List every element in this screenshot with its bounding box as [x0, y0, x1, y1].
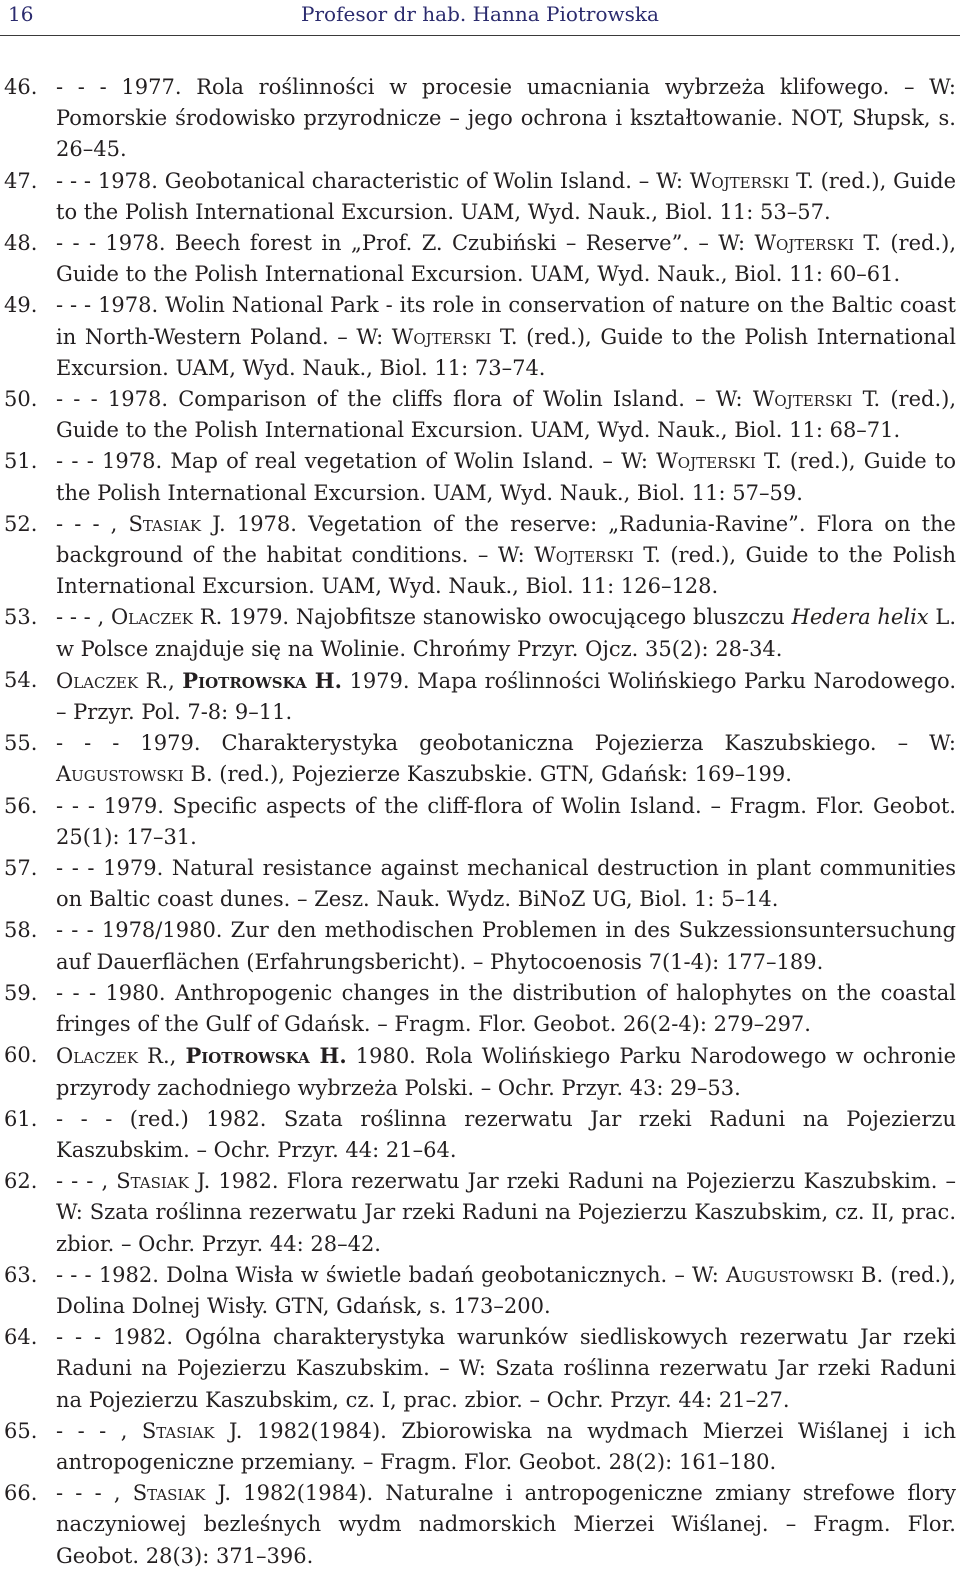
bibliography-entry — [0, 446, 960, 508]
entry-text: - - - 1978/1980. Zur den methodischen Problemen in des Sukzessionsuntersuchung auf Dauerflächen (Erfahrungsbericht). – Phytocoenosis 7(1-4): 177–189. — [56, 918, 956, 974]
entry-text: - - - 1979. Natural resistance against mechanical destruction in plant communities on Baltic coast dunes. – Zesz. Nauk. Wydz. BiNoZ UG, Biol. 1: 5–14. — [56, 856, 956, 912]
author-name: Olaczek — [56, 1044, 139, 1069]
entry-number: 60. — [4, 1043, 38, 1068]
bibliography-entry — [0, 509, 960, 603]
author-name-bold: Piotrowska H. — [185, 1043, 347, 1069]
entry-number: 64. — [4, 1325, 38, 1350]
entry-number: 48. — [4, 231, 38, 256]
entry-number: 65. — [4, 1418, 38, 1443]
bibliography-entry — [0, 228, 960, 290]
entry-text: - - - , — [56, 1169, 117, 1194]
entry-text: - - - , — [56, 511, 129, 536]
entry-number: 53. — [4, 605, 38, 630]
author-name: Olaczek — [110, 605, 194, 630]
bibliography-entry — [0, 665, 960, 728]
entry-text: B. (red.), Dolina Dolnej Wisły. GTN, Gdańsk, s. 173–200. — [56, 1262, 956, 1318]
entry-number: 62. — [4, 1169, 38, 1194]
entry-text: B. (red.), Pojezierze Kaszubskie. GTN, Gdańsk: 169–199. — [183, 762, 792, 787]
entry-text: J. 1982(1984). Zbiorowiska na wydmach Mierzei Wiślanej i ich antropogeniczne przemiany. – Fragm. Flor. Geobot. 28(2): 161–180. — [56, 1418, 956, 1474]
entry-text: - - - , — [56, 605, 111, 630]
entry-text: - - - 1979. Specific aspects of the cliff-flora of Wolin Island. – Fragm. Flor. Geobot. 25(1): 17–31. — [56, 793, 956, 849]
entry-number: 61. — [4, 1106, 38, 1131]
bibliography-entry — [0, 166, 960, 228]
entry-text: - - - 1978. Geobotanical characteristic of Wolin Island. – W: — [56, 168, 690, 193]
entry-text: - - - 1978. Wolin National Park - its role in conservation of nature on the Baltic coast in North-Western Poland. – W: — [56, 293, 956, 349]
entry-number: 52. — [4, 511, 38, 536]
bibliography-entry — [0, 602, 960, 664]
entry-number: 66. — [4, 1481, 38, 1506]
bibliography-entry — [0, 853, 960, 915]
entry-number: 49. — [4, 293, 38, 318]
entry-number: 59. — [4, 980, 38, 1005]
author-name: Wojterski — [752, 387, 853, 412]
entry-text: - - - , — [56, 1418, 142, 1443]
author-name: Wojterski — [534, 543, 634, 568]
entry-text: - - - 1980. Anthropogenic changes in the distribution of halophytes on the coastal fringes of the Gulf of Gdańsk. – Fragm. Flor. Geobot. 26(2-4): 279–297. — [56, 980, 956, 1037]
bibliography-entry — [0, 1322, 960, 1416]
entry-text: - - - (red.) 1982. Szata roślinna rezerwatu Jar rzeki Raduni na Pojezierzu Kaszubskim. – Ochr. Przyr. 44: 21–64. — [56, 1106, 956, 1162]
entry-number: 50. — [4, 387, 38, 412]
bibliography-entry — [0, 791, 960, 853]
entry-text: T. (red.), Guide to the Polish International Excursion. UAM, Wyd. Nauk., Biol. 11: 57–59. — [56, 449, 956, 505]
species-name: Hedera helix — [791, 605, 929, 630]
author-name: Wojterski — [656, 449, 756, 474]
bibliography-entry — [0, 978, 960, 1040]
entry-text: T. (red.), Guide to the Polish International Excursion. UAM, Wyd. Nauk., Biol. 11: 126–128. — [56, 543, 957, 599]
entry-number: 58. — [4, 918, 38, 943]
entry-text: R., — [138, 1044, 186, 1069]
entry-text: R., — [138, 668, 183, 693]
entry-number: 54. — [4, 667, 38, 692]
entry-text: L. w Polsce znajduje się na Wolinie. Chrońmy Przyr. Ojcz. 35(2): 28-34. — [56, 605, 957, 661]
running-head: Profesor dr hab. Hanna Piotrowska — [301, 2, 659, 26]
entry-text: - - - 1982. Ogólna charakterystyka warunków siedliskowych rezerwatu Jar rzeki Raduni na Pojezierzu Kaszubskim. – W: Szata roślinna rezerwatu Jar rzeki Raduni na Pojezierzu Kaszubskim, cz. I, prac. zbior. – Ochr. Przyr. 44: 21–27. — [56, 1325, 956, 1412]
page-header — [0, 0, 960, 34]
header-rule — [0, 35, 960, 36]
page-number: 16 — [8, 2, 34, 26]
author-name: Olaczek — [56, 668, 139, 693]
entry-text: T. (red.), Guide to the Polish International Excursion. UAM, Wyd. Nauk., Biol. 11: 60–61. — [56, 231, 957, 287]
entry-text: T. (red.), Guide to the Polish International Excursion. UAM, Wyd. Nauk., Biol. 11: 53–57. — [56, 168, 956, 224]
entry-text: J. 1982(1984). Naturalne i antropogeniczne zmiany strefowe flory naczyniowej bezleśnych wydm nadmorskich Mierzei Wiślanej. – Fragm. Flor. Geobot. 28(3): 371–396. — [56, 1481, 956, 1568]
author-name: Augustowski — [726, 1262, 854, 1287]
entry-text: - - - 1977. Rola roślinności w procesie umacniania wybrzeża klifowego. – W: Pomorskie środowisko przyrodnicze – jego ochrona i kształtowanie. NOT, Słupsk, s. 26–45. — [56, 75, 956, 162]
author-name: Wojterski — [754, 231, 855, 256]
entry-text: 1979. Mapa roślinności Wolińskiego Parku Narodowego. – Przyr. Pol. 7-8: 9–11. — [56, 668, 956, 725]
author-name: Wojterski — [689, 168, 790, 193]
entry-text: T. (red.), Guide to the Polish International Excursion. UAM, Wyd. Nauk., Biol. 11: 68–71. — [56, 387, 957, 443]
bibliography-entry — [0, 290, 960, 384]
bibliography-entry — [0, 1260, 960, 1322]
author-name: Stasiak — [132, 1481, 206, 1506]
bibliography-entry — [0, 1104, 960, 1166]
entry-number: 56. — [4, 793, 38, 818]
author-name: Stasiak — [116, 1169, 189, 1194]
bibliography-entry — [0, 1478, 960, 1572]
entry-text: - - - , — [56, 1481, 133, 1506]
bibliography-entry — [0, 72, 960, 166]
bibliography-entry — [0, 1416, 960, 1478]
author-name: Stasiak — [141, 1418, 215, 1443]
entry-text: - - - 1982. Dolna Wisła w świetle badań geobotanicznych. – W: — [56, 1262, 727, 1287]
entry-number: 51. — [4, 449, 38, 474]
entry-text: - - - 1978. Beech forest in „Prof. Z. Czubiński – Reserve”. – W: — [56, 231, 755, 256]
bibliography-entry — [0, 1040, 960, 1103]
entry-number: 63. — [4, 1262, 38, 1287]
author-name: Augustowski — [56, 762, 184, 787]
entry-number: 57. — [4, 856, 38, 881]
entry-text: J. 1978. Vegetation of the reserve: „Radunia-Ravine”. Flora on the background of the habitat conditions. – W: — [56, 511, 956, 568]
bibliography-list — [0, 72, 960, 1572]
bibliography-entry — [0, 384, 960, 446]
entry-text: J. 1982. Flora rezerwatu Jar rzeki Raduni na Pojezierzu Kaszubskim. – W: Szata roślinna rezerwatu Jar rzeki Raduni na Pojezierzu Kaszubskim, cz. II, prac. zbior. – Ochr. Przyr. 44: 28–42. — [56, 1169, 956, 1256]
entry-text: 1980. Rola Wolińskiego Parku Narodowego w ochronie przyrody zachodniego wybrzeża Polski. – Ochr. Przyr. 43: 29–53. — [56, 1044, 957, 1100]
entry-text: T. (red.), Guide to the Polish International Excursion. UAM, Wyd. Nauk., Biol. 11: 73–74. — [56, 324, 956, 380]
author-name-bold: Piotrowska H. — [182, 667, 342, 693]
entry-number: 47. — [4, 168, 38, 193]
entry-text: - - - 1978. Comparison of the cliffs flora of Wolin Island. – W: — [56, 387, 753, 412]
entry-text: - - - 1979. Charakterystyka geobotaniczna Pojezierza Kaszubskiego. – W: — [56, 731, 956, 756]
bibliography-entry — [0, 1166, 960, 1260]
entry-number: 55. — [4, 731, 38, 756]
author-name: Stasiak — [128, 511, 202, 536]
author-name: Wojterski — [391, 324, 492, 349]
entry-number: 46. — [4, 75, 38, 99]
bibliography-entry — [0, 915, 960, 977]
entry-text: - - - 1978. Map of real vegetation of Wolin Island. – W: — [56, 449, 657, 474]
bibliography-entry — [0, 728, 960, 790]
entry-text: R. 1979. Najobfitsze stanowisko owocującego bluszczu — [193, 605, 792, 630]
